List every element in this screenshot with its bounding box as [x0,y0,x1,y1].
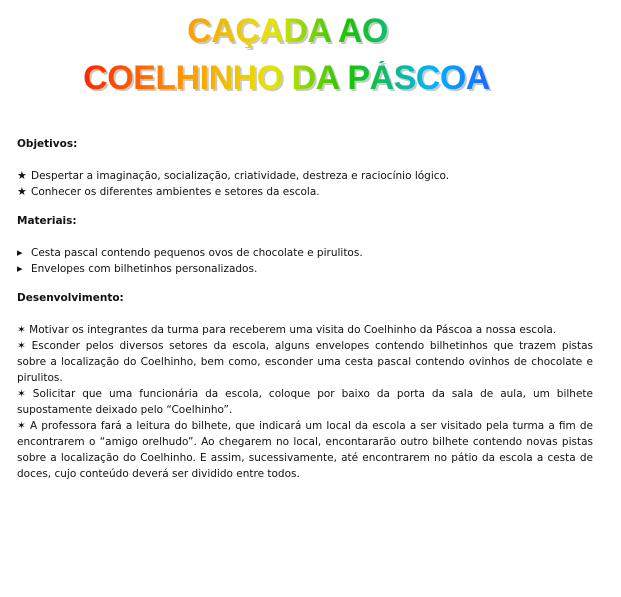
desenvolvimento-item [17,338,593,386]
asterisk-icon: ✶ [17,324,26,336]
desenvolvimento-item [17,418,593,482]
list-item [17,261,593,277]
materiais-heading: Materiais: [17,215,77,227]
list-item [17,168,593,184]
desenvolvimento-text: A professora fará a leitura do bilhete, que indicará um local da escola a ser visitado pela turma a fim de encontrarem o “amigo orelhudo”. Ao chegarem no local, encontararão outro bilhete contendo novas pistas sobre a localização do Coelhinho. E assim, sucessivamente, até encontrarem no pátio da escola a cesta de doces, cujo conteúdo deverá ser dividido entre todos. [17,420,593,480]
desenvolvimento-text: Motivar os integrantes da turma para receberem uma visita do Coelhinho da Páscoa a nossa escola. [29,324,557,336]
desenvolvimento-item [17,322,593,338]
objetivo-text: Conhecer os diferentes ambientes e setores da escola. [31,186,320,198]
objetivo-text: Despertar a imaginação, socialização, criatividade, destreza e raciocínio lógico. [31,170,450,182]
triangle-right-icon: ▸ [17,246,23,259]
list-item [17,245,593,261]
asterisk-icon: ✶ [17,340,26,352]
star-icon: ★ [17,169,27,182]
asterisk-icon: ✶ [17,388,26,400]
materiais-list [17,245,593,277]
desenvolvimento-text: Solicitar que uma funcionária da escola, coloque por baixo da porta da sala de aula, um bilhete supostamente deixado pelo “Coelhinho”. [17,388,593,416]
objetivos-list [17,168,593,200]
asterisk-icon: ✶ [17,420,26,432]
title-line-2: COELHINHO DA PÁSCOA [0,61,621,95]
desenvolvimento-text: Esconder pelos diversos setores da escola, alguns envelopes contendo bilhetinhos que trazem pistas sobre a localização do Coelhinho, bem como, esconder uma cesta pascal contendo ovinhos de chocolate e pirulitos. [17,340,593,384]
title-line-1: CAÇADA AO [0,14,621,48]
document-body [17,136,593,482]
desenvolvimento-heading: Desenvolvimento: [17,292,124,304]
material-text: Envelopes com bilhetinhos personalizados. [31,263,258,275]
triangle-right-icon: ▸ [17,262,23,275]
material-text: Cesta pascal contendo pequenos ovos de chocolate e pirulitos. [31,247,363,259]
list-item [17,184,593,200]
star-icon: ★ [17,185,27,198]
desenvolvimento-item [17,386,593,418]
objetivos-heading: Objetivos: [17,138,78,150]
